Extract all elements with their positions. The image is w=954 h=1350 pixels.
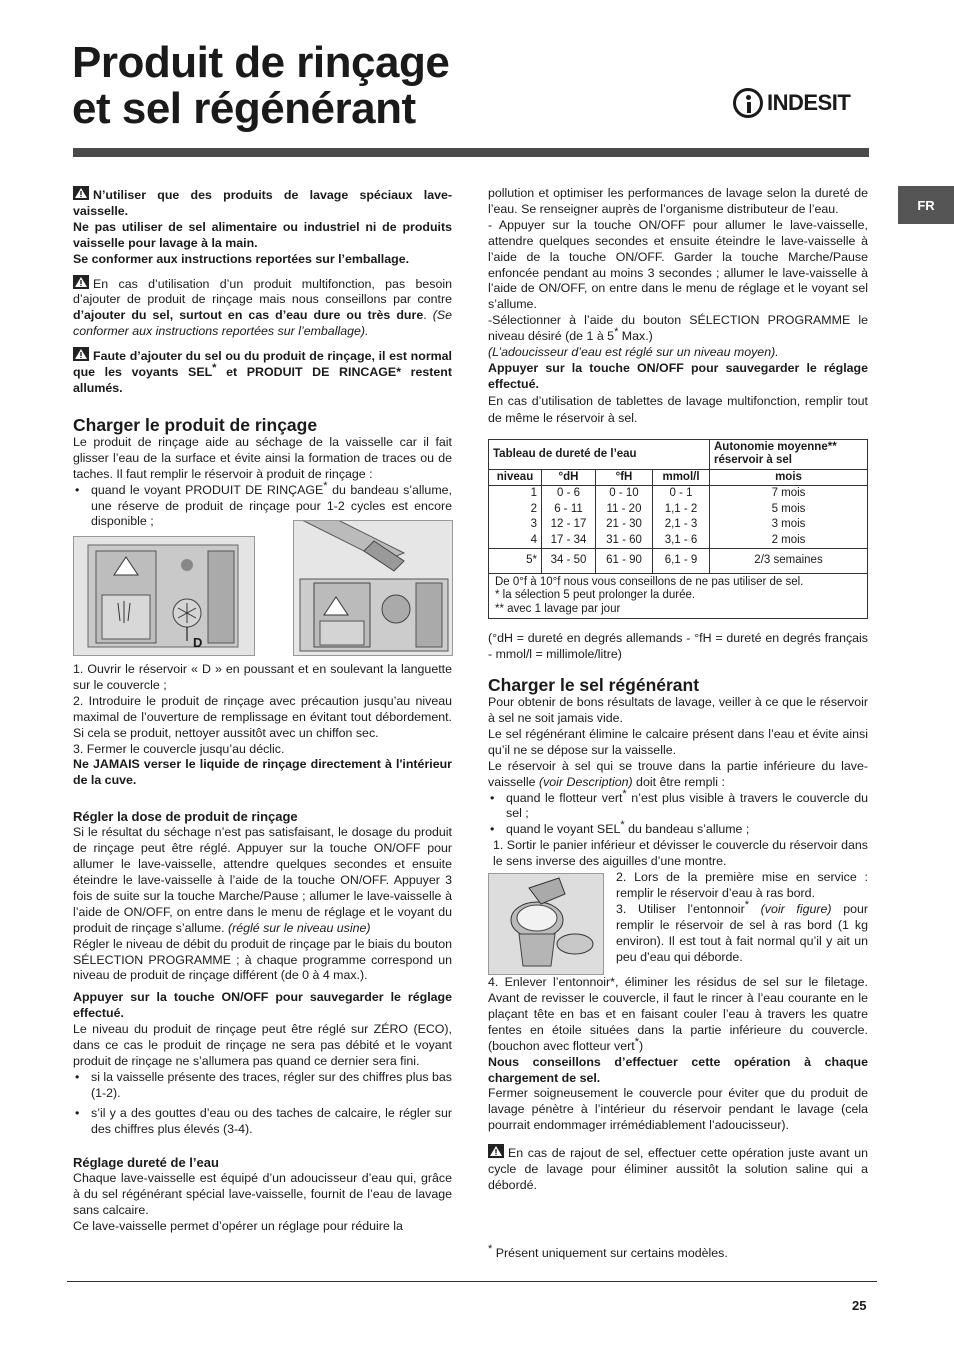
- warning-2: En cas d’utilisation d’un produit multifonction, pas besoin d’ajouter de produit de rinçage mais nous conseillons par contre d’ajouter du sel, surtout en cas d’eau dure ou très dure. (Se conformer aux instructions reportées sur l’emballage).: [73, 276, 452, 339]
- table-cell: 11 - 20: [596, 502, 653, 518]
- right-paragraph-3-note: (L’adoucisseur d’eau est réglé sur un niveau moyen).: [488, 345, 779, 360]
- list-item: • quand le voyant SEL* du bandeau s’allume ;: [488, 822, 868, 838]
- never-warning: Ne JAMAIS verser le liquide de rinçage directement à l'intérieur de la cuve.: [73, 757, 452, 788]
- dose-paragraph-2: Régler le niveau de débit du produit de rinçage par le biais du bouton SÉLECTION PROGRAMME ; à chaque programme correspond un niveau de produit de rinçage différent (de 0 à 4 max.).: [73, 936, 452, 983]
- table-cell: 1: [489, 486, 542, 502]
- rinse-filling-figure: [293, 520, 453, 656]
- table-header-right: Autonomie moyenne** réservoir à sel: [710, 439, 868, 469]
- table-note: ** avec 1 lavage par jour: [495, 602, 621, 615]
- salt-paragraph-2: Le sel régénérant élimine le calcaire présent dans l’eau et évite ainsi qu’il ne se dépose sur la vaisselle.: [488, 726, 868, 757]
- table-cell: 1,1 - 2: [653, 502, 710, 518]
- table-cell: 3 mois: [710, 517, 868, 533]
- salt-figure-block: [488, 870, 868, 975]
- step-3: 3. Fermer le couvercle jusqu’au déclic.: [73, 741, 285, 756]
- table-cell: 0 - 6: [542, 486, 596, 502]
- salt-warning: En cas de rajout de sel, effectuer cette opération juste avant un cycle de lavage pour éliminer aussitôt la solution saline qui a débordé.: [488, 1146, 868, 1192]
- rinse-dispenser-figure: [73, 536, 255, 656]
- column-header: mmol/l: [653, 469, 710, 486]
- table-cell: 21 - 30: [596, 517, 653, 533]
- table-note: De 0°f à 10°f nous vous conseillons de ne pas utiliser de sel.: [495, 575, 804, 588]
- salt-close: Fermer soigneusement le couvercle pour éviter que du produit de lavage pénètre à l’intérieur du réservoir pendant le lavage (cela pourrait endommager irrémédiablement l’adoucisseur).: [488, 1086, 868, 1133]
- section-heading-dose: Régler la dose de produit de rinçage: [73, 809, 298, 825]
- step-1: 1. Ouvrir le réservoir « D » en poussant et en soulevant la languette sur le couvercle ;: [73, 662, 452, 692]
- warning-1-line-2: Ne pas utiliser de sel alimentaire ou industriel ni de produits vaisselle pour lavage à la main.: [73, 219, 452, 250]
- dose-paragraph-1: Si le résultat du séchage n’est pas satisfaisant, le dosage du produit de rinçage peut être réglé. Appuyer sur la touche ON/OFF pour allumer le lave-vaisselle, attendre quelques secondes et ensuite éteindre le lave-vaisselle à l’aide de la touche ON/OFF. Appuyer 3 fois de suite sur la touche Marche/Pause ; allumer le lave-vaisselle à l’aide de ON/OFF, on entre dans le menu de réglage et le voyant du produit de rinçage s’allume. (réglé sur le niveau usine): [73, 825, 452, 935]
- right-paragraph-4: En cas d’utilisation de tablettes de lavage multifonction, remplir tout de même le réservoir à sel.: [488, 393, 868, 425]
- salt-step-1: 1. Sortir le panier inférieur et dévisser le couvercle du réservoir dans le sens inverse des aiguilles d’une montre.: [493, 838, 868, 869]
- warning-1: N’utiliser que des produits de lavage spéciaux lave-vaisselle.: [73, 188, 452, 218]
- salt-step-3: 3. Utiliser l’entonnoir* (voir figure) pour remplir le réservoir de sel à ras bord (1 kg environ). Il est tout à fait normal qu’il y ait un peu d’eau qui déborde.: [616, 898, 868, 964]
- left-column: [73, 186, 452, 530]
- section-heading-salt: Charger le sel régénérant: [488, 675, 700, 696]
- brand-logo: [733, 88, 850, 118]
- column-header: °fH: [596, 469, 653, 486]
- salt-advice: Nous conseillons d’effectuer cette opération à chaque chargement de sel.: [488, 1054, 868, 1085]
- table-note: * la sélection 5 peut prolonger la durée.: [495, 589, 696, 602]
- warning-icon: [73, 347, 89, 361]
- table-row: [489, 517, 868, 533]
- table-cell: 3: [489, 517, 542, 533]
- salt-funnel-figure: [488, 873, 604, 975]
- hardness-table: [488, 439, 868, 620]
- hardness-paragraph-1: Chaque lave-vaisselle est équipé d’un adoucisseur d’eau qui, grâce à du sel régénérant spécial lave-vaisselle, fournit de l’eau de lavage sans calcaire.: [73, 1171, 452, 1218]
- warning-icon: [73, 275, 89, 289]
- left-column-lower: [73, 662, 452, 1235]
- salt-paragraph-3: Le réservoir à sel qui se trouve dans la partie inférieure du lave-vaisselle (voir Description) doit être rempli :: [488, 758, 868, 789]
- right-paragraph-3: -Sélectionner à l’aide du bouton SÉLECTION PROGRAMME le niveau désiré (de 1 à 5* Max.): [488, 313, 868, 344]
- table-cell: 6 - 11: [542, 502, 596, 518]
- page-number: 25: [852, 1298, 867, 1313]
- table-cell: 0 - 10: [596, 486, 653, 502]
- right-save: Appuyer sur la touche ON/OFF pour sauvegarder le réglage effectué.: [488, 360, 868, 391]
- salt-paragraph-1: Pour obtenir de bons résultats de lavage, veiller à ce que le réservoir à sel ne soit jamais vide.: [488, 695, 868, 725]
- table-cell: 5 mois: [710, 502, 868, 518]
- warning-icon: [488, 1144, 504, 1158]
- salt-step-2: 2. Lors de la première mise en service : remplir le réservoir d’eau à ras bord.: [616, 870, 868, 900]
- language-tab: FR: [898, 186, 954, 224]
- brand-name: INDESIT: [767, 90, 851, 115]
- column-header: mois: [710, 469, 868, 486]
- table-cell: 2,1 - 3: [653, 517, 710, 533]
- right-paragraph-1: pollution et optimiser les performances de lavage selon la dureté de l’eau. Se renseigner auprès de l’organisme distributeur de l’eau.: [488, 186, 868, 216]
- units-legend: (°dH = dureté en degrés allemands - °fH = dureté en degrés français - mmol/l = millimole/litre): [488, 631, 868, 662]
- table-row: [489, 549, 868, 574]
- table-cell: 3,1 - 6: [653, 533, 710, 549]
- table-cell: 2: [489, 502, 542, 518]
- title-line-2: et sel régénérant: [72, 84, 416, 133]
- table-cell: 4: [489, 533, 542, 549]
- title-line-1: Produit de rinçage: [72, 38, 450, 87]
- table-cell: 17 - 34: [542, 533, 596, 549]
- right-paragraph-2: - Appuyer sur la touche ON/OFF pour allumer le lave-vaisselle, attendre quelques secondes et ensuite éteindre le lave-vaisselle à l’aide de la touche ON/OFF. Garder la touche Marche/Pause enfoncée pendant au moins 3 secondes ; allumer le lave-vaisselle à l’aide de ON/OFF, on entre dans le menu de réglage et le voyant sel s’allume.: [488, 217, 868, 312]
- salt-steps-2-3: [616, 870, 868, 975]
- table-cell: 31 - 60: [596, 533, 653, 549]
- table-cell: 5*: [489, 549, 542, 574]
- footer-rule: [67, 1281, 877, 1282]
- table-header-left: Tableau de dureté de l’eau: [489, 439, 710, 469]
- table-cell: 34 - 50: [542, 549, 596, 574]
- rinse-intro: Le produit de rinçage aide au séchage de la vaisselle car il fait glisser l’eau de la surface et évite ainsi la formation de traces ou de taches. Il faut remplir le réservoir à produit de rinçage :: [73, 434, 452, 481]
- page-title: [72, 40, 449, 132]
- step-2: 2. Introduire le produit de rinçage avec précaution jusqu’au niveau maximal de l’ouverture de remplissage en évitant tout débordement. Si cela se produit, nettoyer aussitôt avec un chiffon sec.: [73, 693, 452, 740]
- column-header: niveau: [489, 469, 542, 486]
- table-notes: [489, 573, 868, 619]
- dose-save: Appuyer sur la touche ON/OFF pour sauvegarder le réglage effectué.: [73, 990, 452, 1021]
- warning-icon: [73, 186, 89, 200]
- list-item: • s’il y a des gouttes d’eau ou des taches de calcaire, le régler sur des chiffres plus élevés (3-4).: [73, 1106, 452, 1138]
- table-row: [489, 533, 868, 549]
- hardness-paragraph-2: Ce lave-vaisselle permet d’opérer un réglage pour réduire la: [73, 1219, 403, 1234]
- table-cell: 2/3 semaines: [710, 549, 868, 574]
- table-row: [489, 486, 868, 502]
- dose-bullets: [73, 1070, 452, 1138]
- warning-3: Faute d’ajouter du sel ou du produit de rinçage, il est normal que les voyants SEL* et PRODUIT DE RINCAGE* restent allumés.: [73, 349, 452, 395]
- section-heading-rinse: Charger le produit de rinçage: [73, 414, 318, 435]
- warning-1-line-3: Se conformer aux instructions reportées sur l’emballage.: [73, 251, 410, 266]
- title-underline-bar: [73, 148, 869, 157]
- footnote: * Présent uniquement sur certains modèles.: [488, 1242, 728, 1260]
- table-cell: 0 - 1: [653, 486, 710, 502]
- figure-label-d: D: [193, 635, 203, 650]
- table-cell: 2 mois: [710, 533, 868, 549]
- section-heading-hardness: Réglage dureté de l’eau: [73, 1155, 219, 1171]
- table-cell: 7 mois: [710, 486, 868, 502]
- table-row: [489, 502, 868, 518]
- table-cell: 6,1 - 9: [653, 549, 710, 574]
- right-column: [488, 186, 868, 1194]
- list-item: • quand le flotteur vert* n’est plus visible à travers le couvercle du sel ;: [488, 791, 868, 823]
- column-header: °dH: [542, 469, 596, 486]
- salt-step-4: 4. Enlever l’entonnoir*, éliminer les résidus de sel sur le filetage. Avant de revisser le couvercle, il faut le rincer à l’eau courante en le plaçant tête en bas et en faisant couler l’eau à travers les quatre fentes en étoile situées dans la partie inférieure du couvercle. (bouchon avec flotteur vert*): [488, 975, 868, 1053]
- table-cell: 12 - 17: [542, 517, 596, 533]
- list-item: • si la vaisselle présente des traces, régler sur des chiffres plus bas (1-2).: [73, 1070, 452, 1102]
- dose-paragraph-3: Le niveau du produit de rinçage peut être réglé sur ZÉRO (ECO), dans ce cas le produit de rinçage ne sera pas débité et le voyant produit de rinçage ne s’allumera pas quand ce dernier sera fini.: [73, 1022, 452, 1068]
- list-item: • quand le voyant PRODUIT DE RINÇAGE* du bandeau s’allume, une réserve de produit de rinçage pour 1-2 cycles est encore disponible ;: [73, 483, 452, 531]
- salt-bullets: [488, 787, 868, 839]
- table-cell: 61 - 90: [596, 549, 653, 574]
- info-i-icon: [733, 88, 763, 118]
